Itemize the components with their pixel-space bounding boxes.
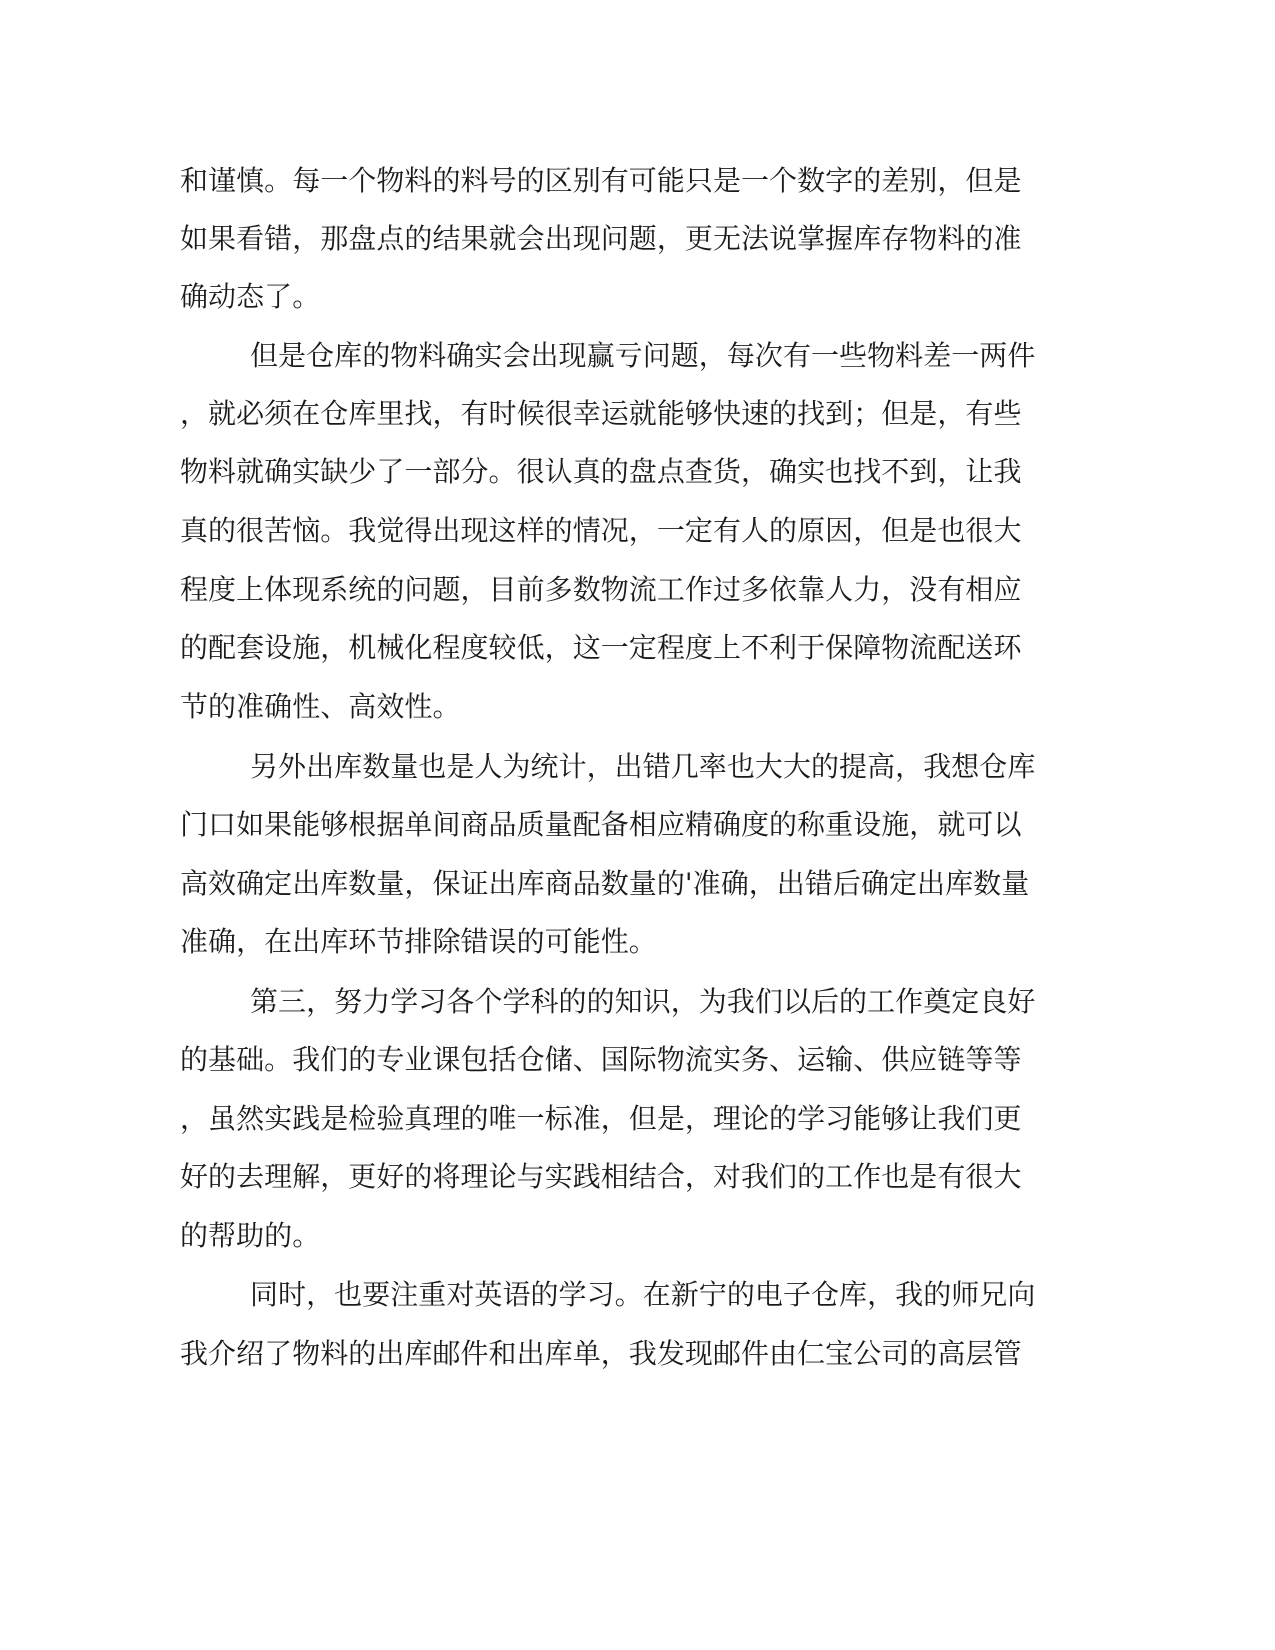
- text-line: 真的很苦恼。我觉得出现这样的情况，一定有人的原因，但是也很大: [180, 514, 1022, 547]
- text-line: 门口如果能够根据单间商品质量配备相应精确度的称重设施，就可以: [180, 808, 1022, 841]
- text-line: 的帮助的。: [180, 1219, 321, 1252]
- text-line: 高效确定出库数量，保证出库商品数量的'准确，出错后确定出库数量: [180, 867, 1030, 900]
- text-line: 同时，也要注重对英语的学习。在新宁的电子仓库，我的师兄向: [250, 1278, 1036, 1311]
- text-line: 另外出库数量也是人为统计，出错几率也大大的提高，我想仓库: [250, 750, 1036, 783]
- text-line: 的配套设施，机械化程度较低，这一定程度上不利于保障物流配送环: [180, 631, 1022, 664]
- text-line: 节的准确性、高效性。: [180, 690, 461, 723]
- text-line: 程度上体现系统的问题，目前多数物流工作过多依靠人力，没有相应: [180, 573, 1022, 606]
- text-line: 和谨慎。每一个物料的料号的区别有可能只是一个数字的差别，但是: [180, 164, 1022, 197]
- text-line: 准确，在出库环节排除错误的可能性。: [180, 925, 657, 958]
- text-line: 的基础。我们的专业课包括仓储、国际物流实务、运输、供应链等等: [180, 1043, 1022, 1076]
- text-line: ，虽然实践是检验真理的唯一标准，但是，理论的学习能够让我们更: [180, 1102, 1022, 1135]
- text-line: 确动态了。: [180, 280, 321, 313]
- text-line: 如果看错，那盘点的结果就会出现问题，更无法说掌握库存物料的准: [180, 222, 1022, 255]
- text-line: 物料就确实缺少了一部分。很认真的盘点查货，确实也找不到，让我: [180, 455, 1022, 488]
- text-line: ，就必须在仓库里找，有时候很幸运就能够快速的找到；但是，有些: [180, 397, 1022, 430]
- text-line: 好的去理解，更好的将理论与实践相结合，对我们的工作也是有很大: [180, 1160, 1022, 1193]
- text-line: 但是仓库的物料确实会出现赢亏问题，每次有一些物料差一两件: [250, 339, 1036, 372]
- text-line: 第三，努力学习各个学科的的知识，为我们以后的工作奠定良好: [250, 985, 1036, 1018]
- text-line: 我介绍了物料的出库邮件和出库单，我发现邮件由仁宝公司的高层管: [180, 1337, 1022, 1370]
